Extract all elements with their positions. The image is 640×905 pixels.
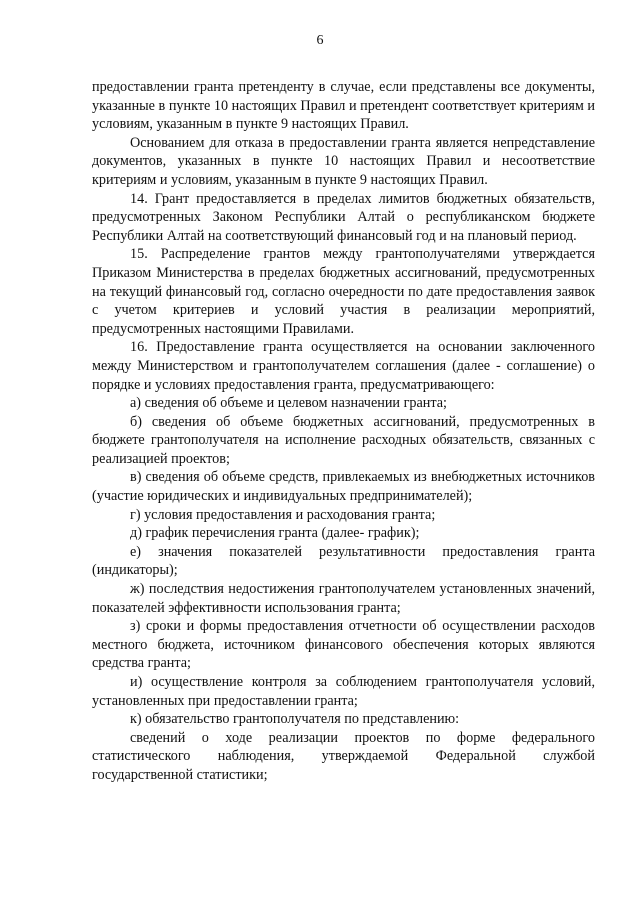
list-item-k-statistics: сведений о ходе реализации проектов по форме федерального статистического наблюдения, утверждаемой Федеральной службой государственной статистики; [92, 729, 595, 783]
page-number: 6 [316, 33, 324, 48]
paragraph-refusal-grounds: Основанием для отказа в предоставлении гранта является непредставление документов, указанных в пункте 10 настоящих Правил и несоответствие критериям и условиям, указанным в пункте 9 настоящих Правил. [92, 134, 595, 188]
paragraph-grant-provision-continuation: предоставлении гранта претенденту в случае, если представлены все документы, указанные в пункте 10 настоящих Правил и претендент соответствует критериям и условиям, указанным в пункте 9 настоящих Правил. [92, 79, 595, 133]
paragraph-14-budget-limits: 14. Грант предоставляется в пределах лимитов бюджетных обязательств, предусмотренных Законом Республики Алтай о республиканском бюджете Республики Алтай на соответствующий финансовый год и на плановый период. [92, 190, 595, 244]
list-item-g: г) условия предоставления и расходования гранта; [130, 506, 436, 523]
list-item-zh: ж) последствия недостижения грантополучателем установленных значений, показателей эффективности использования гранта; [92, 581, 595, 616]
list-item-a: а) сведения об объеме и целевом назначении гранта; [130, 395, 447, 412]
paragraph-16-agreement: 16. Предоставление гранта осуществляется на основании заключенного между Министерством и грантополучателем соглашения (далее - соглашение) о порядке и условиях предоставления гранта, предусматривающего: [92, 339, 595, 393]
paragraph-15-grant-distribution: 15. Распределение грантов между грантополучателями утверждается Приказом Министерства в пределах бюджетных ассигнований, предусмотренных на текущий финансовый год, согласно очередности по дате предоставления заявок с учетом критериев и условий участия в реализации мероприятий, предусмотренных настоящими Правилами. [92, 246, 595, 337]
list-item-i: и) осуществление контроля за соблюдением грантополучателя условий, установленных при предоставлении гранта; [92, 674, 595, 709]
list-item-v: в) сведения об объеме средств, привлекаемых из внебюджетных источников (участие юридических и индивидуальных предпринимателей); [92, 469, 595, 505]
list-item-k: к) обязательство грантополучателя по представлению: [130, 711, 460, 728]
list-item-b: б) сведения об объеме бюджетных ассигнований, предусмотренных в бюджете грантополучателя на исполнение расходных обязательств, связанных с реализацией проектов; [92, 413, 595, 467]
document-body [92, 78, 595, 785]
list-item-z: з) сроки и формы предоставления отчетности об осуществлении расходов местного бюджета, источником финансового обеспечения которых являются средства гранта; [92, 618, 595, 672]
list-item-e: е) значения показателей результативности предоставления гранта (индикаторы); [92, 543, 595, 579]
list-item-d: д) график перечисления гранта (далее- график); [130, 525, 420, 542]
